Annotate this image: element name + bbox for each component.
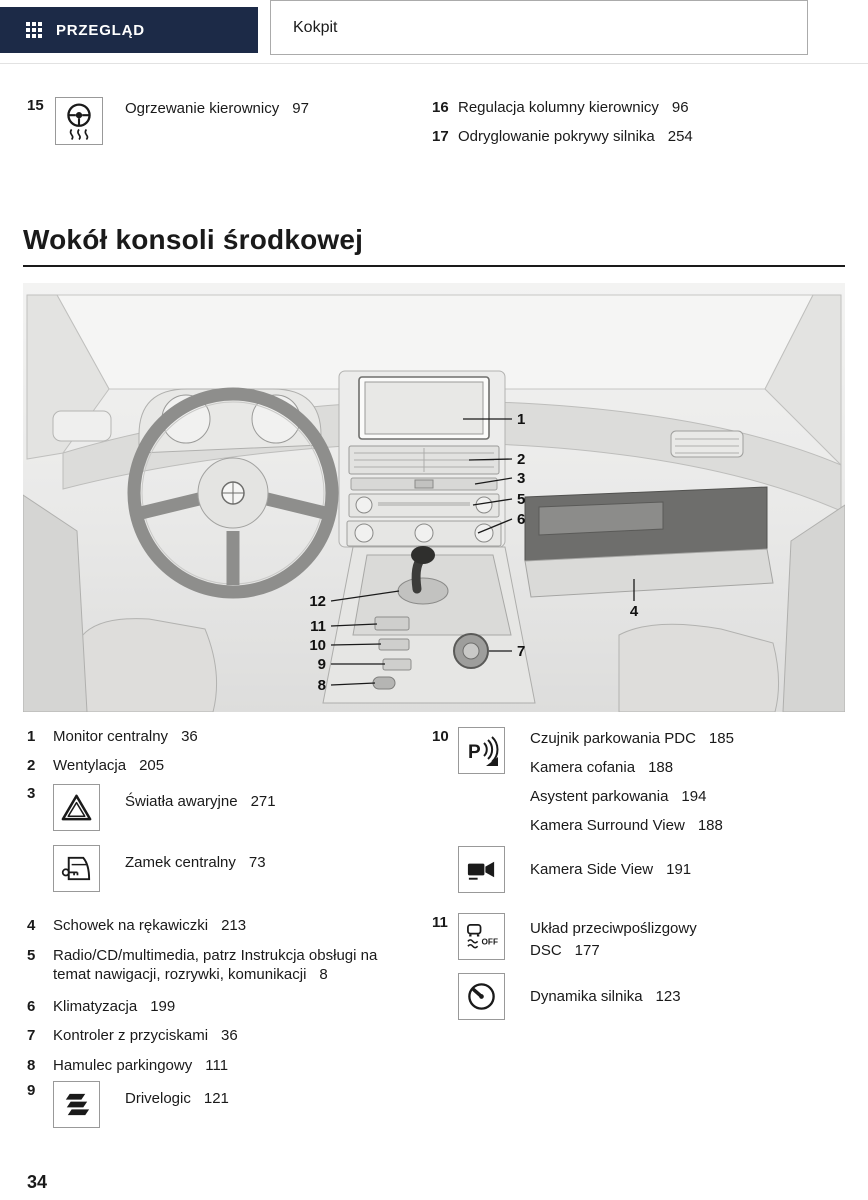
item-number: 5 [27, 947, 36, 964]
legend-item-side-view [432, 846, 845, 893]
item-label: Dynamika silnika 123 [530, 988, 681, 1005]
page-reference: 36 [221, 1027, 238, 1044]
engine-dynamics-icon [458, 973, 505, 1020]
page-reference: 194 [681, 788, 707, 805]
item-number: 11 [432, 914, 448, 931]
item-label: Kamera Side View 191 [530, 861, 692, 878]
legend-item-zamek-centralny [27, 845, 432, 892]
page-reference: 36 [181, 728, 198, 745]
legend-item-dsc [432, 913, 845, 961]
page-reference: 177 [574, 942, 600, 959]
item-label: Układ przeciwpoślizgowy [530, 920, 697, 937]
item-label: Światła awaryjne 271 [125, 793, 276, 810]
page-reference: 185 [708, 730, 734, 747]
page-reference: 96 [671, 99, 689, 116]
svg-text:OFF: OFF [481, 937, 498, 947]
callout-7: 7 [517, 643, 526, 660]
item-number: 16 [432, 99, 449, 116]
overview-item-15 [27, 97, 309, 145]
item-label: Monitor centralny 36 [53, 728, 198, 745]
callout-4: 4 [629, 603, 639, 620]
svg-text:P: P [467, 741, 481, 763]
legend-right-column [432, 723, 845, 1128]
item-number: 4 [27, 917, 36, 934]
item-number: 15 [27, 97, 44, 114]
legend-item-schowek [27, 916, 432, 935]
page-reference: 271 [250, 793, 276, 810]
overview-grid-icon [26, 22, 42, 38]
dsc-off-icon [458, 913, 505, 960]
item-number: 9 [27, 1082, 36, 1099]
drivelogic-icon [53, 1081, 100, 1128]
callout-9: 9 [317, 656, 326, 673]
item-label: DSC 177 [530, 942, 600, 959]
item-number: 17 [432, 128, 449, 145]
item-number: 10 [432, 728, 449, 745]
legend-item-dynamika [432, 973, 845, 1020]
page-reference: 199 [150, 998, 176, 1015]
item-label: Czujnik parkowania PDC 185 [530, 730, 734, 747]
chapter-tab [0, 7, 258, 53]
page-reference: 123 [655, 988, 681, 1005]
item-label: Odryglowanie pokrywy silnika 254 [458, 128, 693, 145]
figure-legend [27, 723, 845, 1128]
callout-11: 11 [310, 618, 326, 635]
page-reference: 254 [667, 128, 693, 145]
item-label: Zamek centralny 73 [125, 854, 266, 871]
page-reference: 73 [248, 854, 266, 871]
steering-wheel-heating-icon [55, 97, 103, 145]
page-reference: 213 [221, 917, 247, 934]
page-reference: 8 [319, 966, 328, 983]
section-tab [270, 0, 808, 55]
section-tab-label: Kokpit [293, 18, 338, 36]
item-number: 8 [27, 1057, 36, 1074]
item-label: Kamera Surround View 188 [530, 817, 723, 834]
page-reference: 205 [139, 757, 165, 774]
callout-12: 12 [309, 593, 326, 610]
item-label: Kontroler z przyciskami 36 [53, 1027, 238, 1044]
item-label: Klimatyzacja 199 [53, 998, 176, 1015]
legend-item-swiatla-awaryjne [27, 784, 432, 831]
cockpit-illustration [23, 283, 845, 712]
legend-item-wentylacja [27, 756, 432, 775]
section-heading: Wokół konsoli środkowej [23, 224, 364, 255]
item-label: Radio/CD/multimedia, patrz Instrukcja obsługi na temat nawigacji, rozrywki, komunikacji 8 [53, 947, 378, 983]
callout-1: 1 [517, 411, 526, 428]
item-label: Wentylacja 205 [53, 757, 165, 774]
legend-item-drivelogic [27, 1081, 432, 1128]
chapter-title: PRZEGLĄD [56, 21, 145, 39]
overview-item-17 [432, 128, 693, 145]
legend-item-kontroler [27, 1026, 432, 1045]
legend-left-column [27, 723, 432, 1128]
legend-item-hamulec [27, 1056, 432, 1075]
item-label: Regulacja kolumny kierownicy 96 [458, 99, 689, 116]
page-reference: 121 [203, 1090, 229, 1107]
pdc-icon [458, 727, 505, 774]
item-number: 6 [27, 998, 36, 1015]
dashboard-illustration [23, 283, 845, 712]
callout-10: 10 [309, 637, 326, 654]
page-reference: 188 [697, 817, 723, 834]
overview-item-16 [432, 99, 689, 116]
section-heading-rule [23, 265, 845, 267]
central-lock-icon [53, 845, 100, 892]
page-reference: 97 [292, 100, 309, 117]
page-number: 34 [27, 1172, 48, 1192]
item-label: Ogrzewanie kierownicy 97 [125, 100, 309, 117]
callout-3: 3 [517, 470, 526, 487]
legend-item-radio [27, 946, 432, 984]
item-label: Drivelogic 121 [125, 1090, 229, 1107]
item-label: Kamera cofania 188 [530, 759, 674, 776]
callout-6: 6 [517, 511, 526, 528]
legend-item-pdc [432, 727, 845, 843]
page-reference: 191 [666, 861, 692, 878]
hazard-warning-icon [53, 784, 100, 831]
cockpit-figure [23, 283, 845, 712]
item-number: 3 [27, 785, 36, 802]
page-reference: 188 [648, 759, 674, 776]
item-label: Schowek na rękawiczki 213 [53, 917, 247, 934]
callout-5: 5 [517, 491, 526, 508]
legend-item-klimatyzacja [27, 997, 432, 1016]
side-camera-icon [458, 846, 505, 893]
page-reference: 111 [205, 1057, 229, 1074]
legend-item-monitor [27, 727, 432, 746]
item-number: 2 [27, 757, 36, 774]
item-number: 7 [27, 1027, 36, 1044]
item-number: 1 [27, 728, 36, 745]
callout-8: 8 [317, 677, 326, 694]
callout-2: 2 [517, 451, 526, 468]
item-label: Asystent parkowania 194 [530, 788, 707, 805]
header-divider [0, 63, 868, 64]
item-label: Hamulec parkingowy 111 [53, 1057, 229, 1074]
